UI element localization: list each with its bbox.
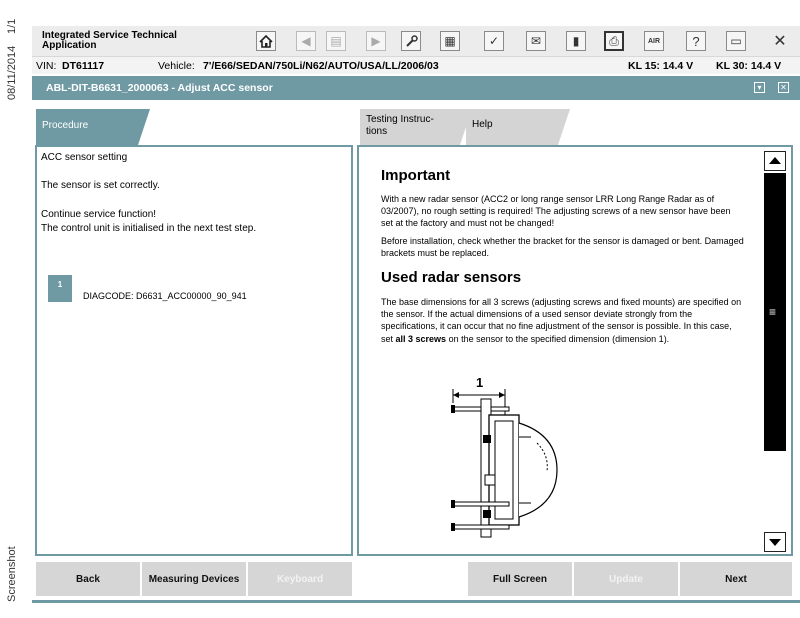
procedure-header (32, 76, 800, 100)
scroll-up-button[interactable] (764, 151, 786, 171)
vehicle-info-bar (32, 57, 800, 74)
wrench-icon[interactable] (401, 31, 421, 51)
kl30-voltage: KL 30: 14.4 V (716, 60, 782, 72)
back-button[interactable]: Back (36, 562, 140, 596)
vin-label: VIN: (36, 60, 57, 72)
printer-icon[interactable]: ⎙ (604, 31, 624, 51)
tab-testing-instructions[interactable]: Testing Instruc-tions (360, 109, 460, 145)
dimension-label: 1 (476, 375, 484, 390)
home-icon[interactable] (256, 31, 276, 51)
calculator-icon[interactable]: ▦ (440, 31, 460, 51)
ista-window (32, 26, 800, 618)
tab-help[interactable]: Help (466, 109, 558, 145)
print-page-number: 1/1 (6, 18, 18, 34)
important-heading: Important (381, 167, 451, 184)
close-icon[interactable]: ✕ (773, 33, 787, 50)
important-paragraph: With a new radar sensor (ACC2 or long range sensor LRR Long Range Radar as of 03/2007), no rough setting is required! The adjusting screws of a new sensor have been set at the factory and must not be changed! (381, 194, 731, 229)
initialise-text: The control unit is initialised in the next test step. (41, 223, 257, 234)
step-number-badge: 1 (48, 275, 72, 302)
panel-minimize-icon[interactable]: ▾ (754, 82, 765, 93)
kl15-voltage: KL 15: 14.4 V (628, 60, 694, 72)
air-icon[interactable]: AIR (644, 31, 664, 51)
full-screen-button[interactable]: Full Screen (468, 562, 572, 596)
sensor-setting-title: ACC sensor setting (41, 152, 128, 163)
print-date: 08/11/2014 (6, 45, 18, 100)
document-icon[interactable]: ▤ (326, 31, 346, 51)
status-strip (32, 600, 800, 603)
vehicle-label: Vehicle: (158, 60, 195, 72)
back-arrow-icon[interactable]: ◀ (296, 31, 316, 51)
envelope-icon[interactable]: ✉ (526, 31, 546, 51)
panel-close-icon[interactable]: ✕ (778, 82, 789, 93)
scroll-down-button[interactable] (764, 532, 786, 552)
tab-procedure[interactable]: Procedure (36, 109, 138, 145)
tab-bar (32, 101, 800, 145)
testing-instructions-panel (357, 145, 793, 556)
bracket-paragraph: Before installation, check whether the bracket for the sensor is damaged or bent. Damaged brackets must be replaced. (381, 236, 744, 259)
screenshot-label: Screenshot (6, 546, 18, 602)
vin-value: DT61117 (62, 60, 105, 72)
scrollbar-grip-icon: ≡ (769, 305, 777, 319)
procedure-title: ABL-DIT-B6631_2000063 - Adjust ACC sensor (46, 82, 273, 94)
battery-icon[interactable]: ▮ (566, 31, 586, 51)
vehicle-value: 7'/E66/SEDAN/750Li/N62/AUTO/USA/LL/2006/03 (203, 60, 439, 72)
continue-text: Continue service function! (41, 209, 157, 220)
used-sensors-heading: Used radar sensors (381, 269, 522, 286)
diagcode-text: DIAGCODE: D6631_ACC00000_90_941 (83, 291, 247, 301)
procedure-panel (35, 145, 353, 556)
keyboard-button[interactable]: Keyboard (248, 562, 352, 596)
toolbar (32, 26, 800, 57)
forward-arrow-icon[interactable]: ▶ (366, 31, 386, 51)
sensor-status-text: The sensor is set correctly. (41, 180, 160, 191)
minimize-icon[interactable]: ▭ (726, 31, 746, 51)
next-button[interactable]: Next (680, 562, 792, 596)
radar-sensor-diagram (439, 375, 589, 547)
used-sensors-paragraph: The base dimensions for all 3 screws (adjusting screws and fixed mounts) are specified on the sensor. If the actual dimensions of a used sensor deviate strongly from the specifications, it can occur that no fine adjustment of the sensor is possible. In this case, set all 3 screws on the sensor to the specified dimension (dimension 1). (381, 297, 742, 344)
measuring-devices-button[interactable]: Measuring Devices (142, 562, 246, 596)
update-button[interactable]: Update (574, 562, 678, 596)
help-icon[interactable]: ? (686, 31, 706, 51)
app-title: Integrated Service Technical Application (42, 30, 177, 51)
clipboard-check-icon[interactable]: ✓ (484, 31, 504, 51)
